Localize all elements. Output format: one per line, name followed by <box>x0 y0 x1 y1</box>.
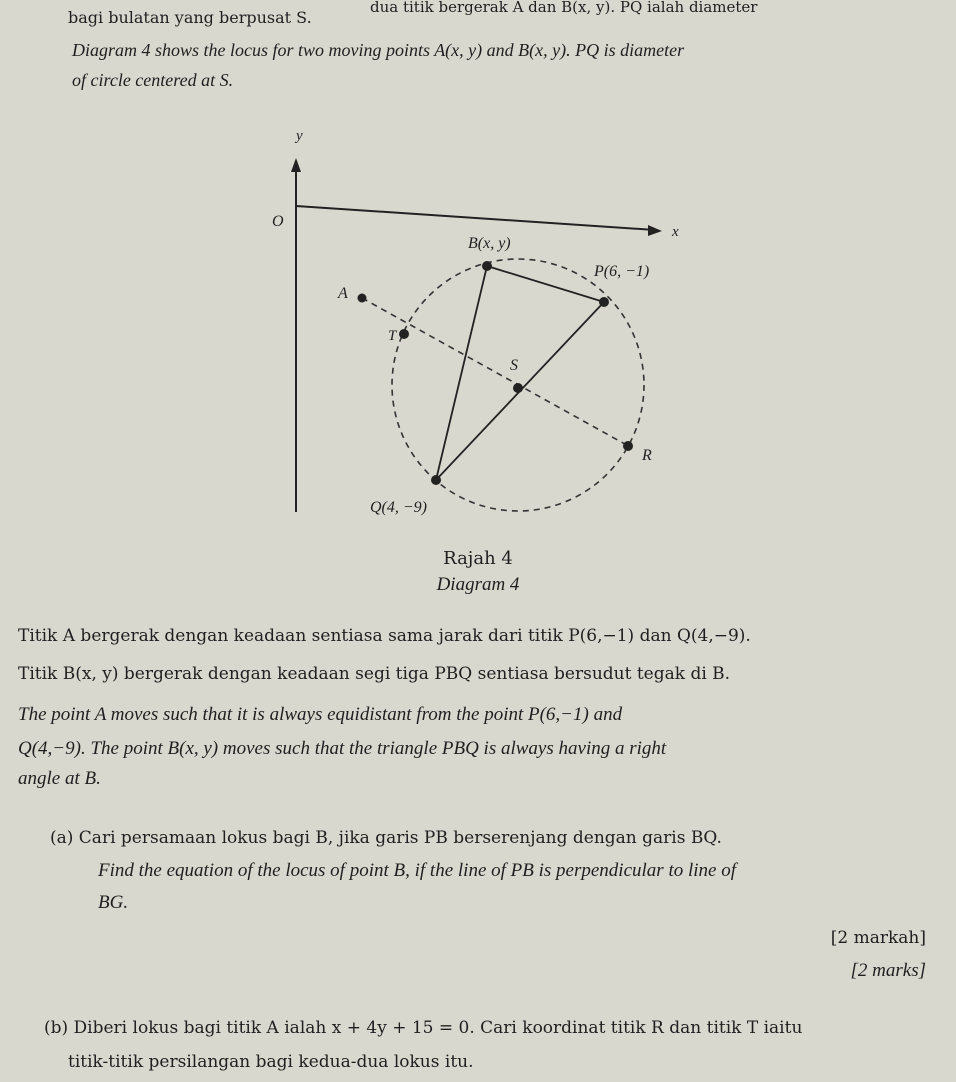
point-R <box>623 441 633 451</box>
label-T: T <box>388 328 397 344</box>
y-axis-arrow <box>291 158 301 172</box>
line-PB <box>487 266 604 302</box>
caption-en: Diagram 4 <box>436 574 520 595</box>
point-P <box>599 297 609 307</box>
question-a-en1: Find the equation of the locus of point B, if the line of PB is perpendicular to line of <box>98 860 736 881</box>
label-S: S <box>510 357 518 374</box>
body-ms-p2: Titik B(x, y) bergerak dengan keadaan segi tiga PBQ sentiasa bersudut tegak di B. <box>18 664 731 684</box>
label-A: A <box>338 285 348 302</box>
y-axis-label: y <box>296 128 303 144</box>
body-en-p1a: The point A moves such that it is always equidistant from the point P(6,−1) and <box>18 704 623 725</box>
line-BQ <box>436 266 487 480</box>
header-ms-line1: bagi bulatan yang berpusat S. <box>68 8 312 27</box>
point-Q <box>431 475 441 485</box>
label-P: P(6, −1) <box>594 263 650 280</box>
question-a-en2: BG. <box>98 892 129 913</box>
label-R: R <box>642 447 652 464</box>
header-en-line2: of circle centered at S. <box>72 70 234 90</box>
body-ms-p1: Titik A bergerak dengan keadaan sentiasa sama jarak dari titik P(6,−1) dan Q(4,−9). <box>18 626 751 646</box>
origin-label: O <box>272 213 284 230</box>
x-axis-label: x <box>672 224 679 240</box>
point-B <box>482 261 492 271</box>
point-S <box>513 383 523 393</box>
caption-ms: Rajah 4 <box>443 548 513 569</box>
label-Q: Q(4, −9) <box>370 499 428 516</box>
locus-diagram <box>0 110 956 610</box>
locus-line-A <box>362 298 632 448</box>
x-axis-arrow <box>648 225 662 236</box>
x-axis <box>296 206 655 230</box>
question-a-marks-en: [2 marks] <box>850 960 926 981</box>
question-a-marks-ms: [2 markah] <box>830 928 926 948</box>
body-en-p1b: Q(4,−9). The point B(x, y) moves such that the triangle PBQ is always having a right <box>18 738 667 759</box>
point-T <box>399 329 409 339</box>
label-B: B(x, y) <box>468 235 511 252</box>
header-en-line1: Diagram 4 shows the locus for two moving points A(x, y) and B(x, y). PQ is diameter <box>72 40 685 60</box>
body-en-p1c: angle at B. <box>18 768 101 789</box>
header-ms-line1-tail: dua titik bergerak A dan B(x, y). PQ ialah diameter <box>370 0 758 16</box>
question-a-ms: (a) Cari persamaan lokus bagi B, jika garis PB berserenjang dengan garis BQ. <box>50 828 722 848</box>
question-b-ms1: (b) Diberi lokus bagi titik A ialah x + 4y + 15 = 0. Cari koordinat titik R dan titik T iaitu <box>44 1018 803 1038</box>
point-A <box>358 294 367 303</box>
question-b-ms2: titik-titik persilangan bagi kedua-dua lokus itu. <box>68 1052 474 1072</box>
